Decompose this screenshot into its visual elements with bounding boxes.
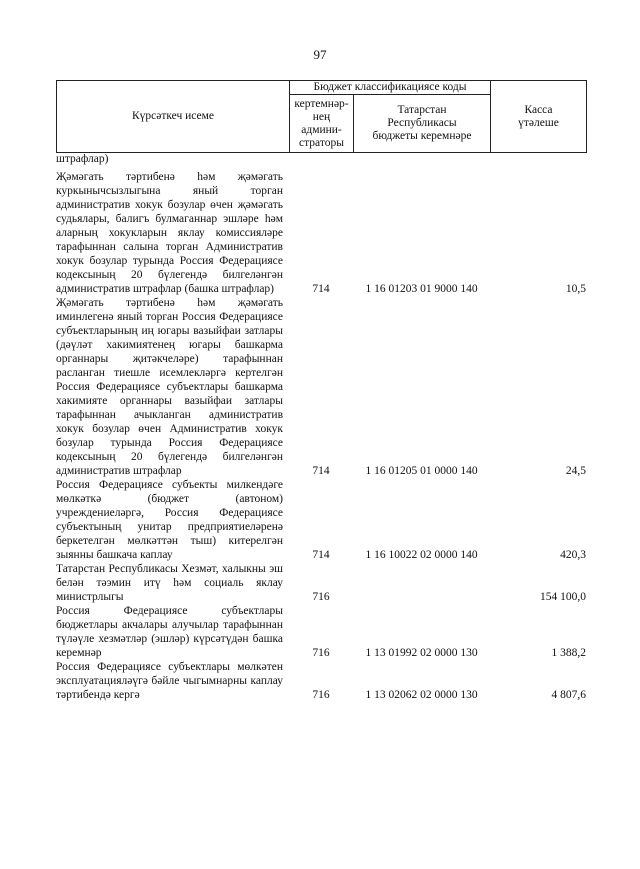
row-name: Җәмәгать тәртибенә һәм җәмәгать иминлегенә яный торган Россия Федерациясе субъектларының иң югары вазыйфаи затлары (дәүләт хакимиятенең югары башкарма органнары җитәкчеләре) тарафыннан расланган тиешле исемлекләргә кертелгән Россия Федерациясе субъектлары башкарма хакимияте органнары вазыйфаи затлары тарафыннан ачыкланган административ хокук бозулар өчен Административ хокук бозулар турында Россия Федерациясе кодексының 20 бүлегендә билгеләнгән административ штрафлар — [56, 297, 283, 477]
header-budget-codes: Бюджет классификациясе коды — [290, 81, 491, 95]
table-row — [56, 562, 586, 604]
row-sum: 4 807,6 — [551, 689, 586, 701]
table-header — [56, 80, 587, 153]
header-administrators: кертемнәр- нең админи- страторы — [290, 95, 354, 153]
table-row — [56, 170, 586, 296]
table-body — [56, 152, 586, 702]
row-name: Татарстан Республикасы Хезмәт, халыкны эш белән тәэмин итү һәм социаль яклау министрлыгы — [56, 563, 283, 603]
row-name: штрафлар) — [56, 153, 109, 165]
row-code: 1 13 02062 02 0000 130 — [365, 689, 478, 701]
row-code: 1 16 01205 01 0000 140 — [365, 465, 478, 477]
row-code — [353, 562, 490, 604]
header-indicator-name: Күрсәткеч исеме — [57, 81, 290, 153]
row-sum: 24,5 — [565, 465, 586, 477]
row-sum — [490, 152, 586, 166]
row-sum: 1 388,2 — [551, 647, 586, 659]
table-row — [56, 604, 586, 660]
table-row — [56, 296, 586, 478]
row-admin: 714 — [312, 465, 330, 477]
row-admin: 714 — [312, 283, 330, 295]
header-revenue-types: Татарстан Республикасы бюджеты керемнәре — [354, 95, 491, 153]
row-sum: 154 100,0 — [540, 591, 586, 603]
row-name: Россия Федерациясе субъектлары мөлкәтен эксплуатацияләүгә бәйле чыгымнарны каплау тәртибендә кергә — [56, 661, 283, 701]
row-name: Россия Федерациясе субъекты милкендәге мөлкәткә (бюджет (автоном) учреждениеләргә, Россия Федерациясе субъектының унитар предприятиеләренә беркетелгән мөлкәттән тыш) китерелгән зыянны башкача каплау — [56, 479, 283, 561]
row-name: Җәмәгать тәртибенә һәм җәмәгать куркынычсызлыгына яный торган административ хокук бозулар өчен җәмәгать судьялары, балигъ булмаганнар эшләре һәм аларның хокукларын яклау комиссияләре тарафыннан салына торган Административ хокук бозулар турында Россия Федерациясе кодексының 20 бүлегендә билгеләнгән административ штрафлар (башка штрафлар) — [56, 171, 283, 295]
header-cash-execution: Касса үтәлеше — [491, 81, 587, 153]
row-name: Россия Федерациясе субъектлары бюджетлары акчалары алучылар тарафыннан түләүле хезмәтләр (эшләр) күрсәтүдән башка керемнәр — [56, 605, 283, 659]
row-sum: 420,3 — [560, 549, 586, 561]
table-row — [56, 660, 586, 702]
row-code: 1 16 01203 01 9000 140 — [365, 283, 478, 295]
row-admin: 714 — [312, 549, 330, 561]
row-code: 1 13 01992 02 0000 130 — [365, 647, 478, 659]
page-number: 97 — [313, 47, 327, 62]
row-admin: 716 — [312, 689, 330, 701]
row-admin: 716 — [312, 591, 330, 603]
row-code: 1 16 10022 02 0000 140 — [365, 549, 478, 561]
row-admin: 716 — [312, 647, 330, 659]
table-row — [56, 152, 586, 166]
row-sum: 10,5 — [565, 283, 586, 295]
row-code — [353, 152, 490, 166]
row-admin — [289, 152, 353, 166]
table-row — [56, 478, 586, 562]
